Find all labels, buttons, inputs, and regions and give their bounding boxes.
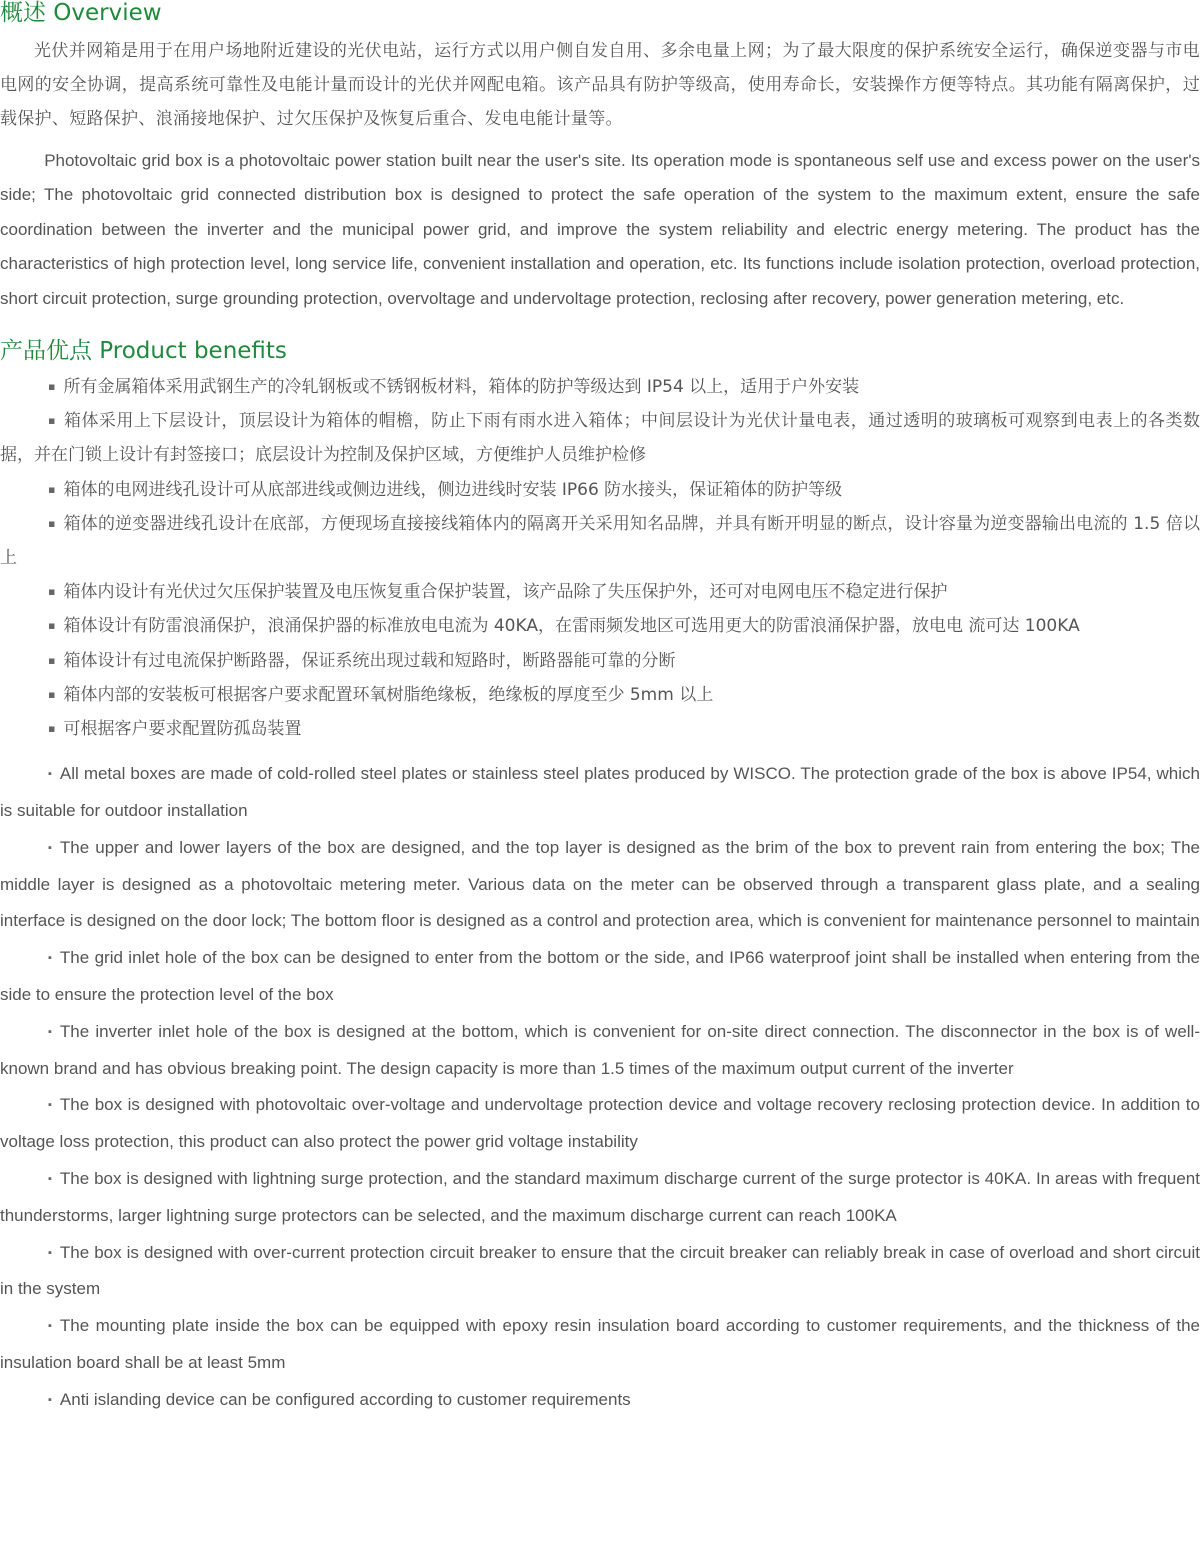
- bullet-icon: ▪: [48, 380, 56, 394]
- benefit-text-zh: 箱体的电网进线孔设计可从底部进线或侧边进线，侧边进线时安装 IP66 防水接头，保证箱体的防护等级: [63, 479, 843, 500]
- benefit-item-en: [0, 1308, 1200, 1382]
- bullet-icon: ▪: [48, 1320, 52, 1333]
- benefit-item-zh: [0, 609, 1200, 643]
- benefit-item-en: [0, 830, 1200, 940]
- benefit-item-en: [0, 1161, 1200, 1235]
- benefit-text-zh: 箱体内部的安装板可根据客户要求配置环氧树脂绝缘板，绝缘板的厚度至少 5mm 以上: [63, 684, 714, 705]
- benefit-item-zh: [0, 507, 1200, 575]
- benefit-text-en: The box is designed with photovoltaic over-voltage and undervoltage protection device and voltage recovery reclosing protection device. In addition to voltage loss protection, this product can also protect the power grid voltage instability: [0, 1095, 1200, 1152]
- benefit-text-en: The box is designed with over-current protection circuit breaker to ensure that the circuit breaker can reliably break in case of overload and short circuit in the system: [0, 1242, 1200, 1299]
- benefit-text-zh: 箱体的逆变器进线孔设计在底部，方便现场直接接线箱体内的隔离开关采用知名品牌，并具有断开明显的断点，设计容量为逆变器输出电流的 1.5 倍以上: [0, 513, 1200, 569]
- bullet-icon: ▪: [48, 414, 56, 428]
- benefits-list-zh: [0, 370, 1200, 746]
- bullet-icon: ▪: [48, 585, 56, 599]
- bullet-icon: ▪: [48, 653, 56, 667]
- benefits-heading: 产品优点 Product benefits: [0, 338, 287, 365]
- benefit-text-en: The upper and lower layers of the box are designed, and the top layer is designed as the brim of the box to prevent rain from entering the box; The middle layer is designed as a photovoltaic metering meter. Various data on the meter can be observed through a transparent glass plate, and a sealing interface is designed on the door lock; The bottom floor is designed as a control and protection area, which is convenient for maintenance personnel to maintain: [0, 837, 1200, 931]
- benefit-item-zh: [0, 473, 1200, 507]
- overview-paragraph-zh: 光伏并网箱是用于在用户场地附近建设的光伏电站，运行方式以用户侧自发自用、多余电量上网；为了最大限度的保护系统安全运行，确保逆变器与市电电网的安全协调，提高系统可靠性及电能计量而设计的光伏并网配电箱。该产品具有防护等级高，使用寿命长，安装操作方便等特点。其功能有隔离保护，过载保护、短路保护、浪涌接地保护、过欠压保护及恢复后重合、发电电能计量等。: [0, 41, 1200, 129]
- overview-heading: 概述 Overview: [0, 0, 162, 26]
- benefit-text-en: The grid inlet hole of the box can be designed to enter from the bottom or the side, and IP66 waterproof joint shall be installed when entering from the side to ensure the protection level of the box: [0, 948, 1200, 1005]
- bullet-icon: ▪: [48, 516, 56, 530]
- bullet-icon: ▪: [48, 1393, 52, 1406]
- benefit-item-en: [0, 940, 1200, 1014]
- benefit-text-zh: 箱体采用上下层设计，顶层设计为箱体的帽檐，防止下雨有雨水进入箱体；中间层设计为光伏计量电表，通过透明的玻璃板可观察到电表上的各类数据，并在门锁上设计有封签接口；底层设计为控制及保护区域，方便维护人员维护检修: [0, 411, 1200, 466]
- benefit-item-zh: [0, 644, 1200, 678]
- bullet-icon: ▪: [48, 952, 52, 965]
- bullet-icon: ▪: [48, 768, 52, 781]
- benefit-text-en: The inverter inlet hole of the box is designed at the bottom, which is convenient for on-site direct connection. The disconnector in the box is of well-known brand and has obvious breaking point. The design capacity is more than 1.5 times of the maximum output current of the inverter: [0, 1021, 1200, 1078]
- bullet-icon: ▪: [48, 1025, 52, 1038]
- benefit-item-zh: [0, 575, 1200, 609]
- benefit-text-en: The mounting plate inside the box can be equipped with epoxy resin insulation board according to customer requirements, and the thickness of the insulation board shall be at least 5mm: [0, 1316, 1200, 1373]
- benefit-text-en: All metal boxes are made of cold-rolled steel plates or stainless steel plates produced by WISCO. The protection grade of the box is above IP54, which is suitable for outdoor installation: [0, 764, 1200, 821]
- benefit-text-zh: 可根据客户要求配置防孤岛装置: [63, 719, 302, 740]
- benefit-text-zh: 箱体内设计有光伏过欠压保护装置及电压恢复重合保护装置，该产品除了失压保护外，还可对电网电压不稳定进行保护: [63, 582, 948, 603]
- benefit-text-en: The box is designed with lightning surge protection, and the standard maximum discharge current of the surge protector is 40KA. In areas with frequent thunderstorms, larger lightning surge protectors can be selected, and the maximum discharge current can reach 100KA: [0, 1169, 1200, 1225]
- bullet-icon: ▪: [48, 482, 56, 496]
- bullet-icon: ▪: [48, 1246, 52, 1259]
- bullet-icon: ▪: [48, 1173, 52, 1186]
- benefit-text-zh: 箱体设计有过电流保护断路器，保证系统出现过载和短路时，断路器能可靠的分断: [63, 650, 676, 671]
- benefit-item-en: [0, 1235, 1200, 1309]
- bullet-icon: ▪: [48, 619, 56, 633]
- bullet-icon: ▪: [48, 687, 56, 701]
- benefit-text-en: Anti islanding device can be configured according to customer requirements: [59, 1389, 631, 1409]
- benefit-text-zh: 所有金属箱体采用武钢生产的冷轧钢板或不锈钢板材料，箱体的防护等级达到 IP54 以上，适用于户外安装: [63, 377, 860, 398]
- bullet-icon: ▪: [48, 841, 52, 854]
- benefit-item-en: [0, 1014, 1200, 1088]
- benefit-item-zh: [0, 370, 1200, 404]
- overview-paragraph-en: Photovoltaic grid box is a photovoltaic power station built near the user's site. Its operation mode is spontaneous self use and excess power on the user's side; The photovoltaic grid connected distribution box is designed to protect the safe operation of the system to the maximum extent, ensure the safe coordination between the inverter and the municipal power grid, and improve the system reliability and electric energy metering. The product has the characteristics of high protection level, long service life, convenient installation and operation, etc. Its functions include isolation protection, overload protection, short circuit protection, surge grounding protection, overvoltage and undervoltage protection, reclosing after recovery, power generation metering, etc.: [0, 151, 1200, 308]
- benefit-item-en: [0, 1087, 1200, 1161]
- bullet-icon: ▪: [48, 722, 56, 736]
- benefits-list-en: [0, 756, 1200, 1418]
- benefit-item-zh: [0, 404, 1200, 472]
- benefit-item-en: [0, 1382, 1200, 1419]
- benefit-item-en: [0, 756, 1200, 830]
- bullet-icon: ▪: [48, 1099, 52, 1112]
- benefit-text-zh: 箱体设计有防雷浪涌保护，浪涌保护器的标准放电电流为 40KA，在雷雨频发地区可选用更大的防雷浪涌保护器，放电电 流可达 100KA: [63, 616, 1080, 637]
- benefit-item-zh: [0, 712, 1200, 746]
- benefit-item-zh: [0, 678, 1200, 712]
